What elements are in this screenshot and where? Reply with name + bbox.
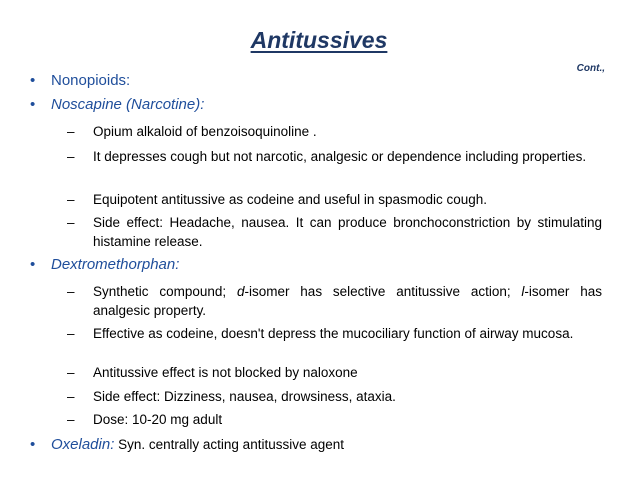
- item-text: Side effect: Dizziness, nausea, drowsiness, ataxia.: [93, 389, 396, 404]
- item-text: [93, 282, 602, 320]
- oxeladin-name: Oxeladin:: [51, 436, 115, 453]
- continued-label: Cont.,: [576, 63, 605, 74]
- dash: –: [67, 326, 75, 341]
- dash: –: [67, 389, 75, 404]
- dextro-item-5: [67, 410, 602, 429]
- noscapine-item-1: [67, 122, 602, 141]
- item-text: Effective as codeine, doesn't depress the mucociliary function of airway mucosa.: [93, 326, 574, 341]
- d-isomer-letter: d: [236, 284, 245, 299]
- noscapine-item-2: [67, 147, 602, 166]
- noscapine-item-3: [67, 190, 602, 209]
- bullet-label: Dextromethorphan:: [51, 256, 180, 273]
- bullet-label: Noscapine (Narcotine):: [51, 96, 205, 113]
- dash: –: [67, 192, 75, 207]
- oxeladin-description: Syn. centrally acting antitussive agent: [114, 437, 345, 452]
- item-text: Equipotent antitussive as codeine and useful in spasmodic cough.: [93, 192, 488, 207]
- item-text: Side effect: Headache, nausea. It can produce bronchoconstriction by stimulating histamine release.: [93, 215, 602, 249]
- item-text: Antitussive effect is not blocked by naloxone: [93, 365, 358, 380]
- text-part: Synthetic compound;: [93, 284, 237, 299]
- item-text: It depresses cough but not narcotic, analgesic or dependence including properties.: [93, 149, 587, 164]
- bullet-dot: •: [30, 436, 36, 453]
- text-part: -isomer has analgesic property.: [93, 284, 603, 318]
- item-text: Opium alkaloid of benzoisoquinoline .: [93, 124, 317, 139]
- dextro-item-4: [67, 387, 602, 406]
- bullet-label: Nonopioids:: [51, 72, 131, 89]
- slide-title: Antitussives: [250, 27, 388, 53]
- dextro-item-3: [67, 363, 602, 382]
- dextro-item-2: [67, 324, 602, 343]
- dash: –: [67, 284, 75, 299]
- bullet-dot: •: [30, 72, 36, 89]
- dextro-item-1: [67, 282, 602, 320]
- bullet-dot: •: [30, 256, 36, 273]
- bullet-dot: •: [30, 96, 36, 113]
- bullet-label: [51, 436, 344, 454]
- dash: –: [67, 124, 75, 139]
- dash: –: [67, 365, 75, 380]
- l-isomer-letter: l: [521, 284, 525, 299]
- dash: –: [67, 412, 75, 427]
- noscapine-item-4: [67, 213, 602, 251]
- dash: –: [67, 215, 75, 230]
- text-part: -isomer has selective antitussive action;: [244, 284, 522, 299]
- item-text: Dose: 10-20 mg adult: [93, 412, 223, 427]
- dash: –: [67, 149, 75, 164]
